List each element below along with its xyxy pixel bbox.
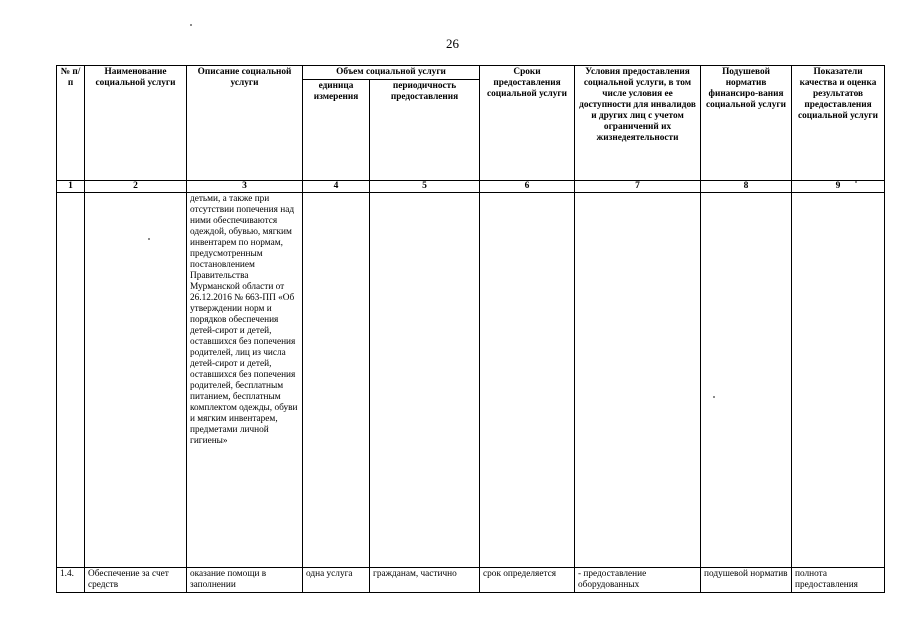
column-number-7: 7 <box>575 181 701 193</box>
header-indicators: Показатели качества и оценка результатов предоставления социальной услуги <box>792 66 885 181</box>
column-number-1: 1 <box>57 181 85 193</box>
cell-name: Обеспечение за счет средств <box>85 568 187 593</box>
cell-num: 1.4. <box>57 568 85 593</box>
table-row-continued <box>57 193 885 568</box>
cell-num <box>57 193 85 568</box>
header-conditions: Условия предоставления социальной услуги, в том числе условия ее доступности для инвалидов и других лиц с учетом ограничений их жизнедеятельности <box>575 66 701 181</box>
column-number-3: 3 <box>187 181 303 193</box>
scan-speck <box>148 238 150 240</box>
cell-description: оказание помощи в заполнении <box>187 568 303 593</box>
table-row-1-4 <box>57 568 885 593</box>
header-num: № п/п <box>57 66 85 181</box>
cell-description: детьми, а также при отсутствии попечения над ними обеспечиваются одеждой, обувью, мягким инвентарем по нормам, предусмотренным постановлением Правительства Мурманской области от 26.12.2016 № 663-ПП «Об утверждении норм и порядков обеспечения детей-сирот и детей, оставшихся без попечения родителей, лиц из числа детей-сирот и детей, оставшихся без попечения родителей, бесплатным питанием, бесплатным комплектом одежды, обуви и мягким инвентарем, предметами личной гигиены» <box>187 193 303 568</box>
column-number-2: 2 <box>85 181 187 193</box>
column-number-9: 9 <box>792 181 885 193</box>
cell-indicators: полнота предоставления <box>792 568 885 593</box>
cell-financing <box>701 193 792 568</box>
header-description: Описание социальной услуги <box>187 66 303 181</box>
cell-unit <box>303 193 370 568</box>
header-terms: Сроки предоставления социальной услуги <box>480 66 575 181</box>
cell-terms <box>480 193 575 568</box>
scan-speck <box>855 181 857 183</box>
cell-unit: одна услуга <box>303 568 370 593</box>
header-name: Наименование социальной услуги <box>85 66 187 181</box>
cell-financing: подушевой норматив <box>701 568 792 593</box>
header-financing: Подушевой норматив финансиро-вания социальной услуги <box>701 66 792 181</box>
page-number: 26 <box>446 36 459 51</box>
cell-periodicity <box>370 193 480 568</box>
column-number-4: 4 <box>303 181 370 193</box>
scan-speck <box>190 24 192 26</box>
column-number-5: 5 <box>370 181 480 193</box>
header-volume-group: Объем социальной услуги <box>303 66 480 80</box>
cell-conditions: - предоставление оборудованных <box>575 568 701 593</box>
cell-name <box>85 193 187 568</box>
column-number-8: 8 <box>701 181 792 193</box>
column-number-6: 6 <box>480 181 575 193</box>
social-services-table <box>56 65 885 593</box>
cell-conditions <box>575 193 701 568</box>
cell-terms: срок определяется <box>480 568 575 593</box>
cell-indicators <box>792 193 885 568</box>
cell-periodicity: гражданам, частично <box>370 568 480 593</box>
header-unit: единица измерения <box>303 80 370 181</box>
scan-speck <box>713 396 715 398</box>
header-periodicity: периодичность предоставления <box>370 80 480 181</box>
